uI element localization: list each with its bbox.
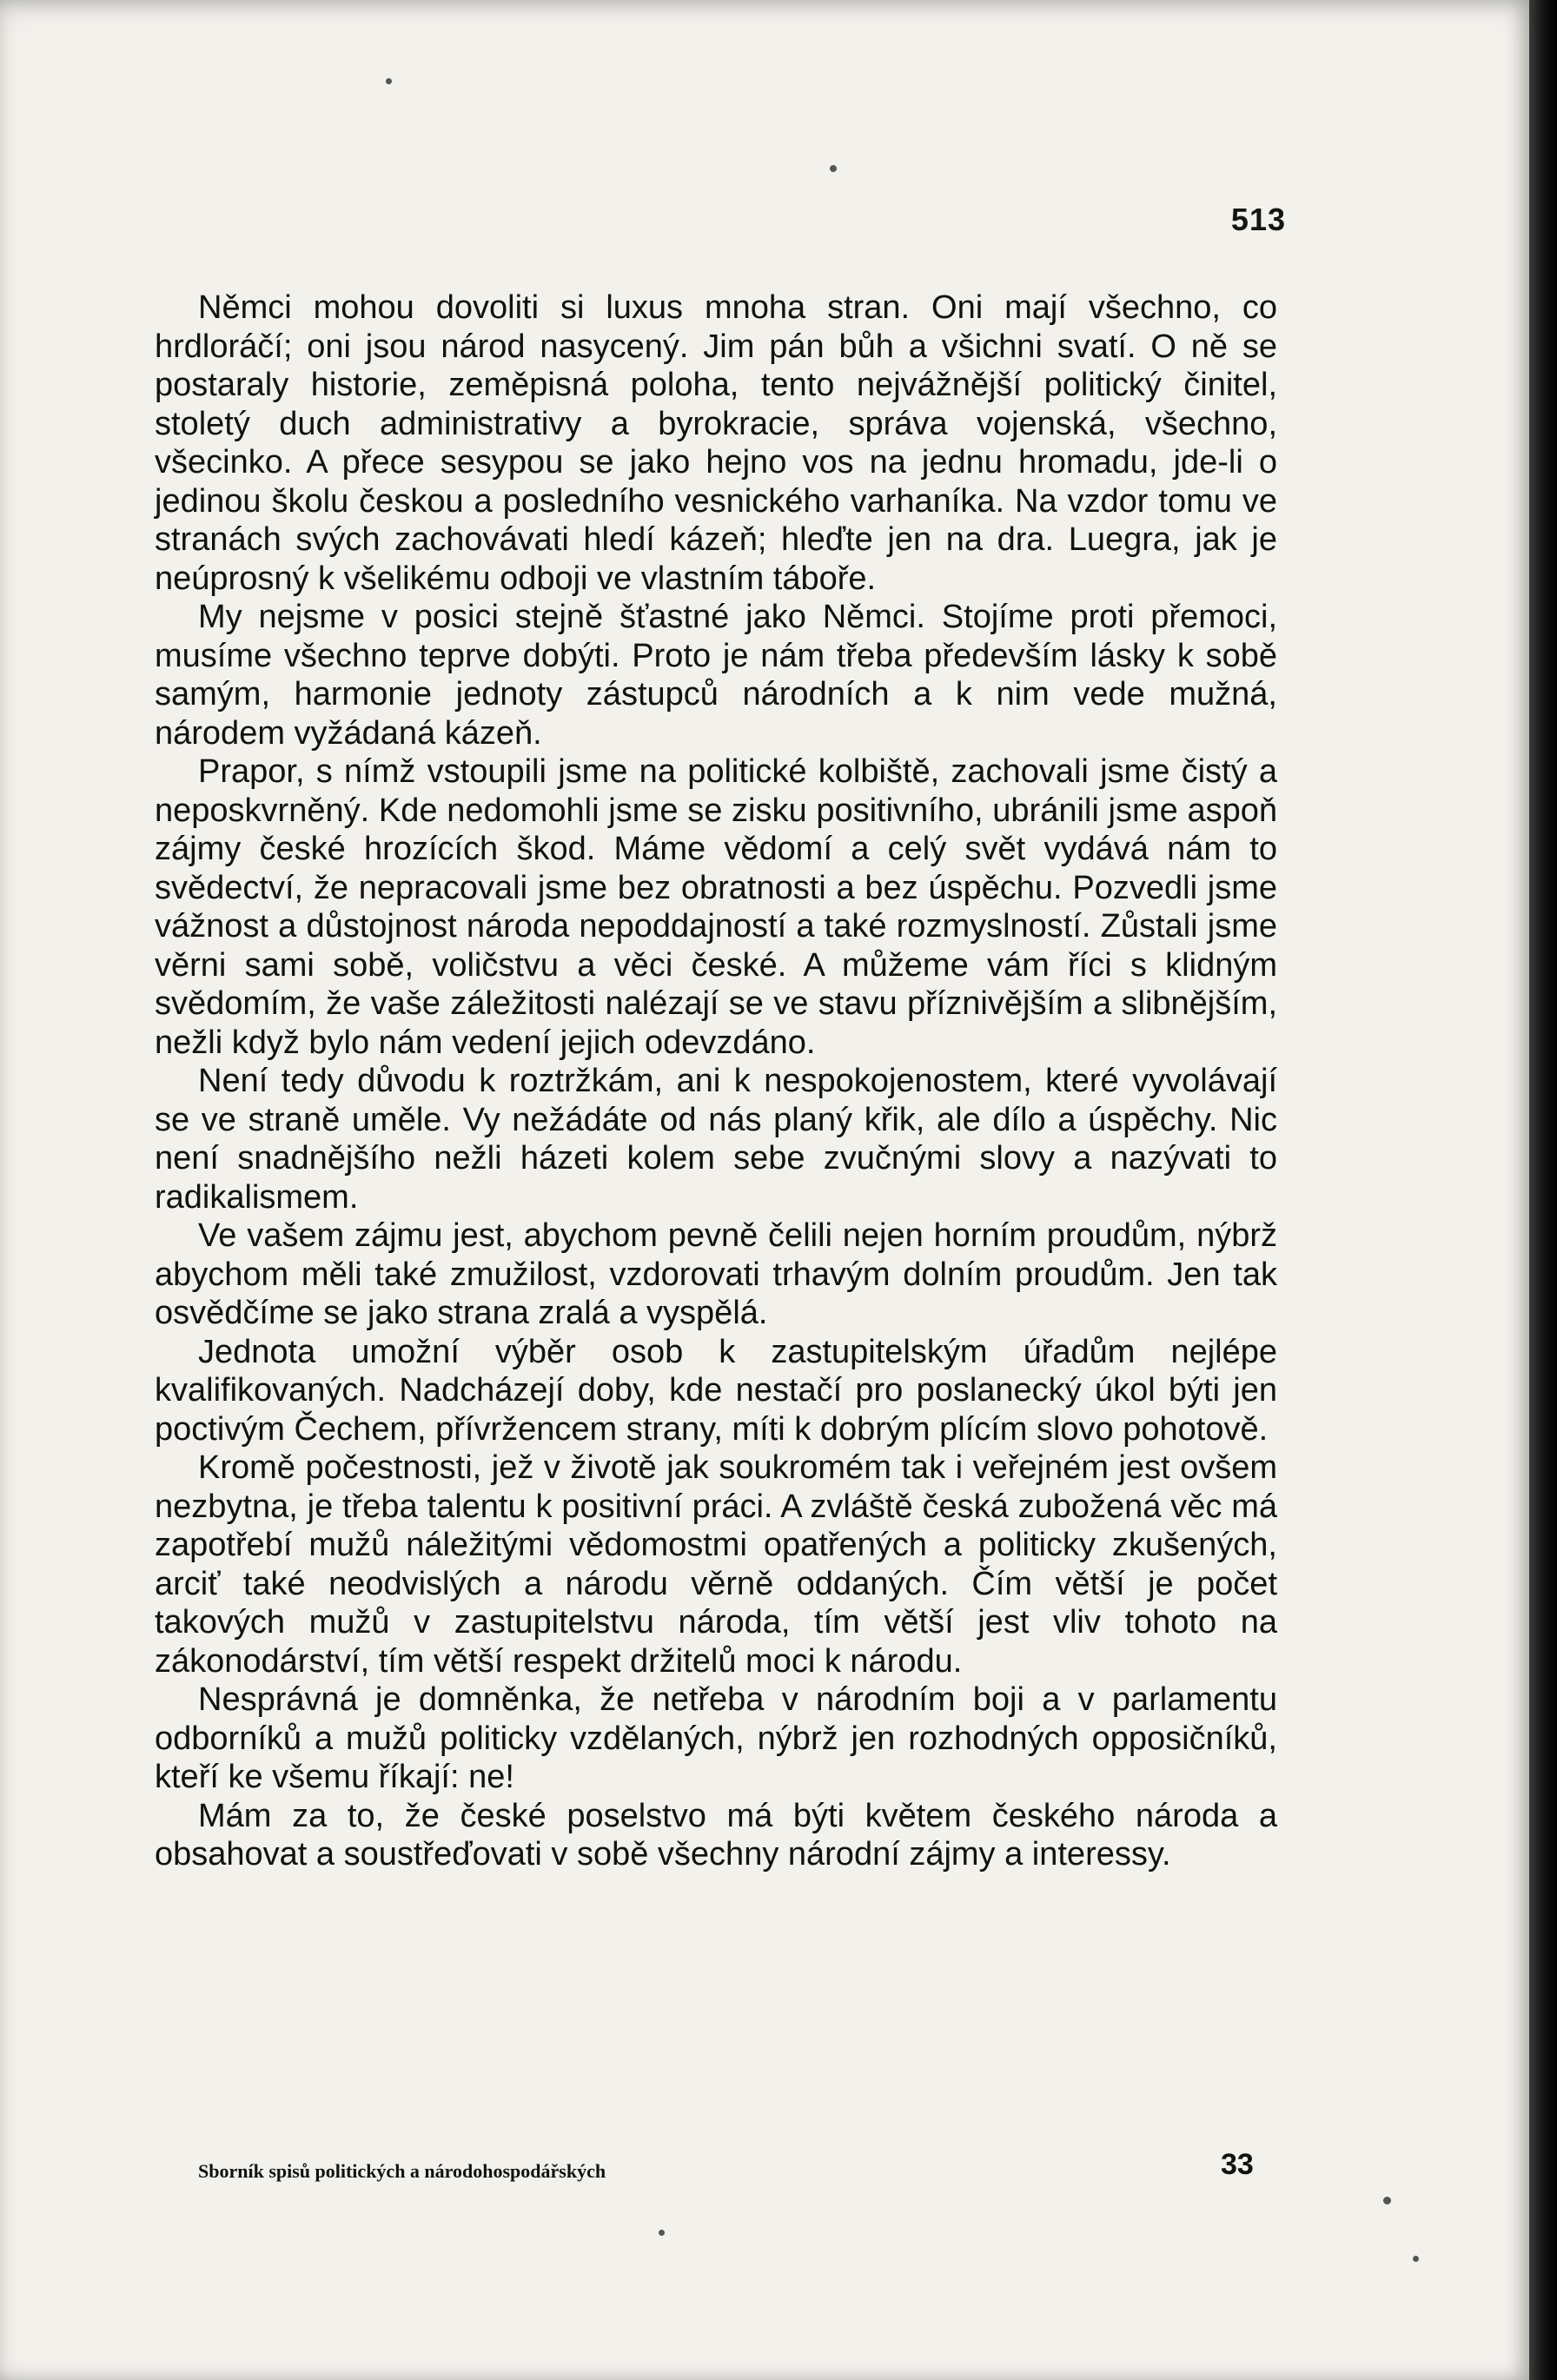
- paragraph-7: Kromě počestnosti, jež v životě jak soukromém tak i veřejném jest ovšem nezbytna, je třeba talentu k positivní práci. A zvláště česká zubožená věc má zapotřebí mužů náležitými vědomostmi opatřených a politicky zkušených, arciť také neodvislých a národu věrně oddaných. Čím větší je počet takových mužů v zastupitelstvu národa, tím větší jest vliv tohoto na zákonodárství, tím větší respekt držitelů moci k národu.: [155, 1449, 1277, 1680]
- paragraph-1: Němci mohou dovoliti si luxus mnoha stran. Oni mají všechno, co hrdloráčí; oni jsou národ nasycený. Jim pán bůh a všichni svatí. O ně se postaraly historie, zeměpisná poloha, tento nejvážnější politický činitel, stoletý duch administrativy a byrokracie, správa vojenská, všechno, všecinko. A přece sesypou se jako hejno vos na jednu hromadu, jde-li o jedinou školu českou a posledního vesnického varhaníka. Na vzdor tomu ve stranách svých zachovávati hledí kázeň; hleďte jen na dra. Luegra, jak je neúprosný k všelikému odboji ve vlastním táboře.: [155, 289, 1277, 597]
- book-spine-shadow: [1529, 0, 1557, 2380]
- paragraph-6: Jednota umožní výběr osob k zastupitelským úřadům nejlépe kvalifikovaných. Nadcházejí doby, kde nestačí pro poslanecký úkol býti jen poctivým Čechem, přívržencem strany, míti k dobrým plícím slovo pohotově.: [155, 1333, 1277, 1448]
- footer-book-title: Sborník spisů politických a národohospodářských: [198, 2160, 606, 2182]
- paper-speck: [1413, 2256, 1419, 2262]
- paragraph-3: Prapor, s nímž vstoupili jsme na politické kolbiště, zachovali jsme čistý a neposkvrněný. Kde nedomohli jsme se zisku positivního, ubránili jsme aspoň zájmy české hrozících škod. Máme vědomí a celý svět vydává nám to svědectví, že nepracovali jsme bez obratnosti a bez úspěchu. Pozvedli jsme vážnost a důstojnost národa nepoddajností a také rozmyslností. Zůstali jsme věrni sami sobě, voličstvu a věci české. A můžeme vám říci s klidným svědomím, že vaše záležitosti nalézají se ve stavu příznivějším a slibnějším, nežli když bylo nám vedení jejich odevzdáno.: [155, 753, 1277, 1061]
- paragraph-9: Mám za to, že české poselstvo má býti květem českého národa a obsahovat a soustřeďovati v sobě všechny národní zájmy a interessy.: [155, 1797, 1277, 1873]
- paragraph-4: Není tedy důvodu k roztržkám, ani k nespokojenostem, které vyvolávají se ve straně uměle. Vy nežádáte od nás planý křik, ale dílo a úspěchy. Nic není snadnějšího nežli házeti kolem sebe zvučnými slovy a nazývati to radikalismem.: [155, 1063, 1277, 1216]
- paper-speck: [1383, 2197, 1391, 2204]
- paper-speck: [386, 78, 392, 84]
- body-text: [155, 288, 1277, 1874]
- paragraph-2: My nejsme v posici stejně šťastné jako Němci. Stojíme proti přemoci, musíme všechno teprve dobýti. Proto je nám třeba především lásky k sobě samým, harmonie jednoty zástupců národních a k nim vede mužná, národem vyžádaná kázeň.: [155, 599, 1277, 752]
- page-number: 513: [1230, 202, 1286, 237]
- paragraph-8: Nesprávná je domněnka, že netřeba v národním boji a v parlamentu odborníků a mužů politicky vzdělaných, nýbrž jen rozhodných opposičníků, kteří ke všemu říkají: ne!: [155, 1681, 1277, 1795]
- footer-signature-number: 33: [1221, 2148, 1254, 2181]
- paper-speck: [830, 165, 837, 172]
- paper-speck: [659, 2230, 665, 2236]
- paragraph-5: Ve vašem zájmu jest, abychom pevně čelili nejen horním proudům, nýbrž abychom měli také zmužilost, vzdorovati trhavým dolním proudům. Jen tak osvědčíme se jako strana zralá a vyspělá.: [155, 1217, 1277, 1331]
- page-footer: [198, 2148, 1254, 2190]
